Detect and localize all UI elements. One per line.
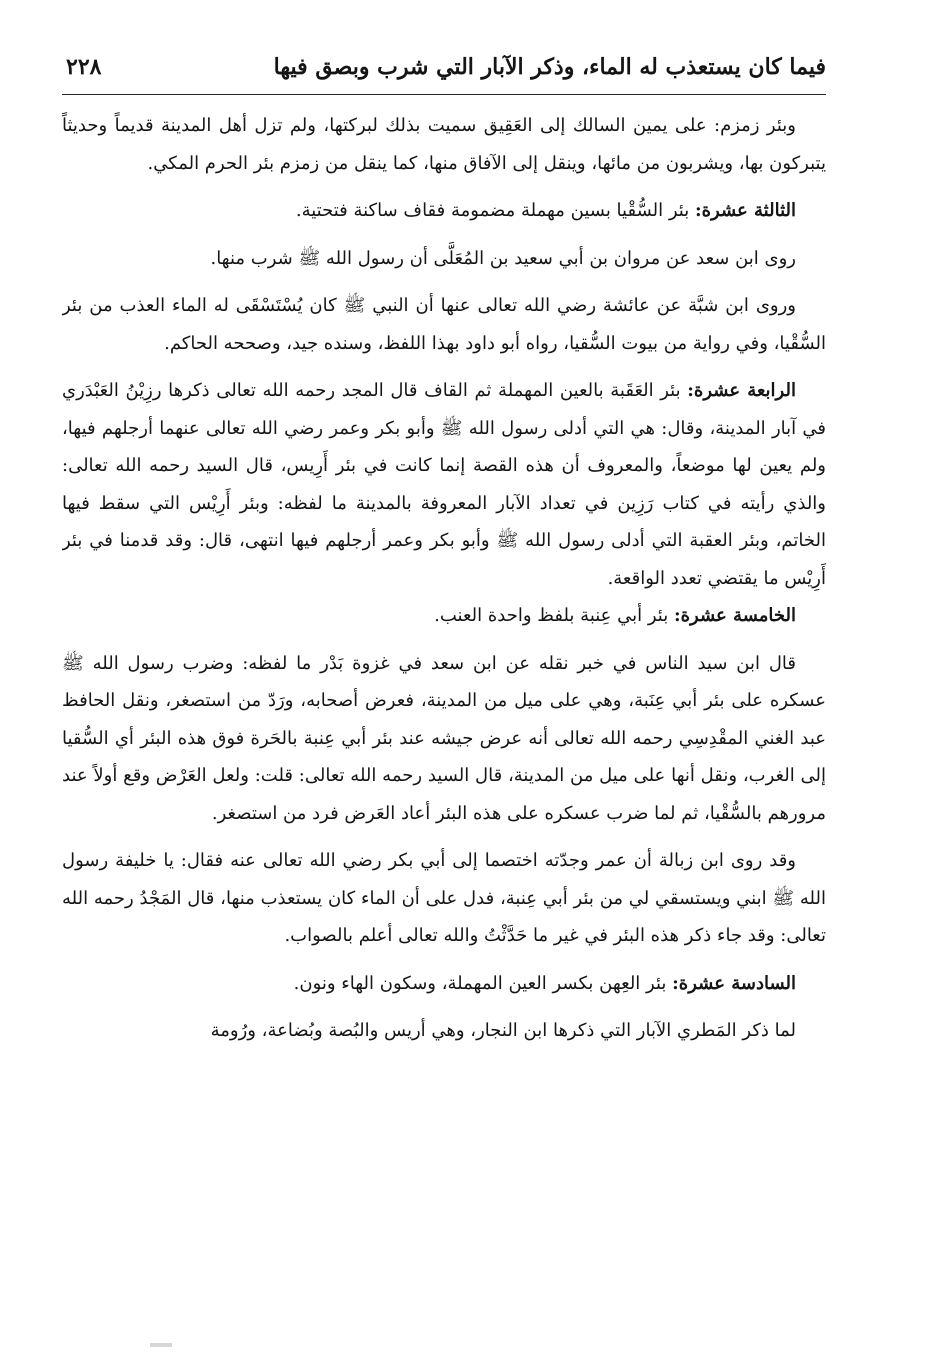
section-heading: السادسة عشرة: xyxy=(672,972,796,994)
section-fourteen xyxy=(62,372,826,597)
paragraph-al-matari xyxy=(62,1012,826,1050)
paragraph-text: قال ابن سيد الناس في خبر نقله عن ابن سعد في غزوة بَدْر ما لفظه: وضرب رسول الله ﷺ عسكره على بئر أبي عِنَبة، وهي على ميل من المدينة، فعرض أصحابه، ورَدّ من استصغر، ونقل الحافظ عبد الغني المقْدِسِي رحمه الله تعالى أنه عرض جيشه عند بئر أبي عِنبة بالحَرة فوق هذه البئر أي السُّقيا إلى الغرب، ونقل أنها على ميل من المدينة، قال السيد رحمه الله تعالى: قلت: ولعل العَرْض وقع أولاً عند مرورهم بالسُّقْيا، ثم لما ضرب عسكره على هذه البئر أعاد العَرض فرد من استصغر. xyxy=(62,652,826,824)
section-heading: الخامسة عشرة: xyxy=(673,605,796,626)
section-heading: الرابعة عشرة: xyxy=(687,380,796,401)
paragraph-ibn-shabba xyxy=(62,287,826,362)
section-text: بئر السُّقْيا بسين مهملة مضمومة فقاف ساكنة فتحتية. xyxy=(295,200,690,221)
section-fifteen xyxy=(62,597,826,635)
paragraph-ibn-zabala xyxy=(62,842,826,955)
section-sixteen xyxy=(62,965,826,1003)
page-body xyxy=(62,107,826,1050)
paragraph-zamzam xyxy=(62,107,826,182)
paragraph-text: وروى ابن شبَّة عن عائشة رضي الله تعالى عنها أن النبي ﷺ كان يُسْتَسْقَى له الماء العذب من بئر السُّقْيا، وفي رواية من بيوت السُّقيا، رواه أبو داود بهذا اللفظ، وسنده جيد، وصححه الحاكم. xyxy=(62,295,826,354)
section-thirteen xyxy=(62,192,826,230)
running-title: فيما كان يستعذب له الماء، وذكر الآبار التي شرب وبصق فيها xyxy=(273,54,826,80)
page-header xyxy=(62,46,826,95)
section-text: بئر العَقَبة بالعين المهملة ثم القاف قال المجد رحمه الله تعالى ذكرها رزِيْنُ العَبْدَري في آبار المدينة، وقال: هي التي أدلى رسول الله ﷺ وأبو بكر وعمر رضي الله تعالى عنهما أرجلهم فيها، ولم يعين لها موضعاً، والمعروف أن هذه القصة إنما كانت في بئر أَرِيس، قال السيد رحمه الله تعالى: والذي رأيته في كتاب رَزِين في تعداد الآبار المعروفة بالمدينة ما لفظه: وبئر أَرِيْس التي سقط فيها الخاتم، وبئر العقبة التي أدلى رسول الله ﷺ وأبو بكر وعمر أرجلهم فيها انتهى، قال: وقد قدمنا في بئر أَرِيْس ما يقتضي تعدد الواقعة. xyxy=(62,380,826,589)
section-text: بئر أبي عِنبة بلفظ واحدة العنب. xyxy=(434,605,669,626)
paragraph-text: وقد روى ابن زبالة أن عمر وجدّته اختصما إلى أبي بكر رضي الله تعالى عنه فقال: يا خليفة رسول الله ﷺ ابني ويستسقي لي من بئر أبي عِنبة، فدل على أن الماء كان يستعذب منها، قال المَجْدُ رحمه الله تعالى: وقد جاء ذكر هذه البئر في غير ما حَدَّثْتُ والله تعالى أعلم بالصواب. xyxy=(62,850,826,946)
section-text: بئر العِهن بكسر العين المهملة، وسكون الهاء ونون. xyxy=(293,972,667,994)
section-heading: الثالثة عشرة: xyxy=(694,200,796,221)
paragraph-text: روى ابن سعد عن مروان بن أبي سعيد بن المُعَلَّى أن رسول الله ﷺ شرب منها. xyxy=(210,247,796,269)
page-number: ٢٢٨ xyxy=(66,54,102,80)
paragraph-ibn-sayyid-al-nas xyxy=(62,645,826,833)
book-page xyxy=(62,46,826,1336)
paragraph-text: لما ذكر المَطري الآبار التي ذكرها ابن النجار، وهي أريس والبُصة وبُضاعة، ورُومة xyxy=(210,1020,796,1041)
paragraph-ibn-saad xyxy=(62,240,826,278)
scan-mark xyxy=(150,1343,172,1347)
paragraph-text: وبئر زمزم: على يمين السالك إلى العَقِيق سميت بذلك لبركتها، ولم تزل أهل المدينة قديماً وحديثاً يتبركون بها، ويشربون من مائها، وينقل إلى الآفاق منها، كما ينقل من زمزم بئر الحرم المكي. xyxy=(62,115,826,174)
